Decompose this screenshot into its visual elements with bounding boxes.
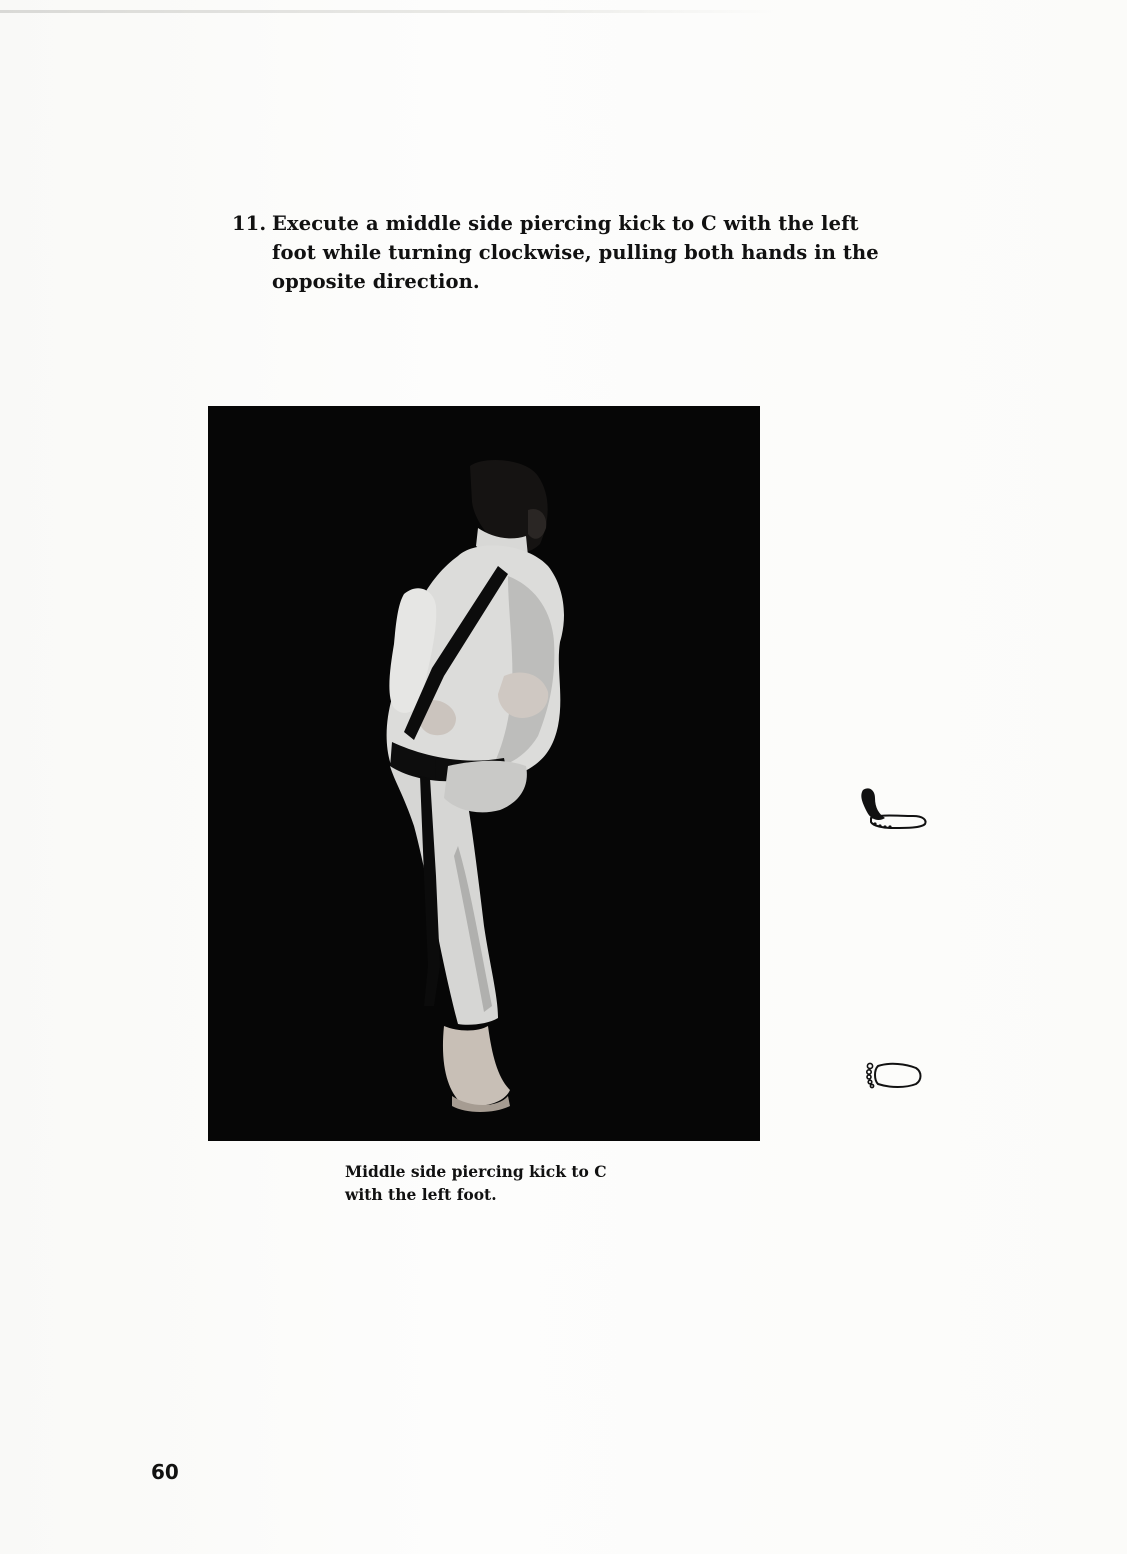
instruction-line-2: foot while turning clockwise, pulling both hands in the xyxy=(272,241,879,264)
caption-line-2: with the left foot. xyxy=(345,1185,497,1204)
foot-kick-icon xyxy=(857,784,929,836)
footprint-icon xyxy=(864,1058,924,1092)
karate-side-kick-photo xyxy=(208,406,760,1141)
scan-edge-rule xyxy=(0,10,780,13)
photo-caption xyxy=(345,1160,665,1206)
instruction-step xyxy=(232,209,912,296)
instruction-line-3: opposite direction. xyxy=(272,270,480,293)
caption-line-1: Middle side piercing kick to C xyxy=(345,1162,607,1181)
step-number: 11. xyxy=(232,212,267,235)
page-number: 60 xyxy=(151,1460,179,1484)
instruction-line-1: 11. Execute a middle side piercing kick to C with the left xyxy=(232,209,912,238)
